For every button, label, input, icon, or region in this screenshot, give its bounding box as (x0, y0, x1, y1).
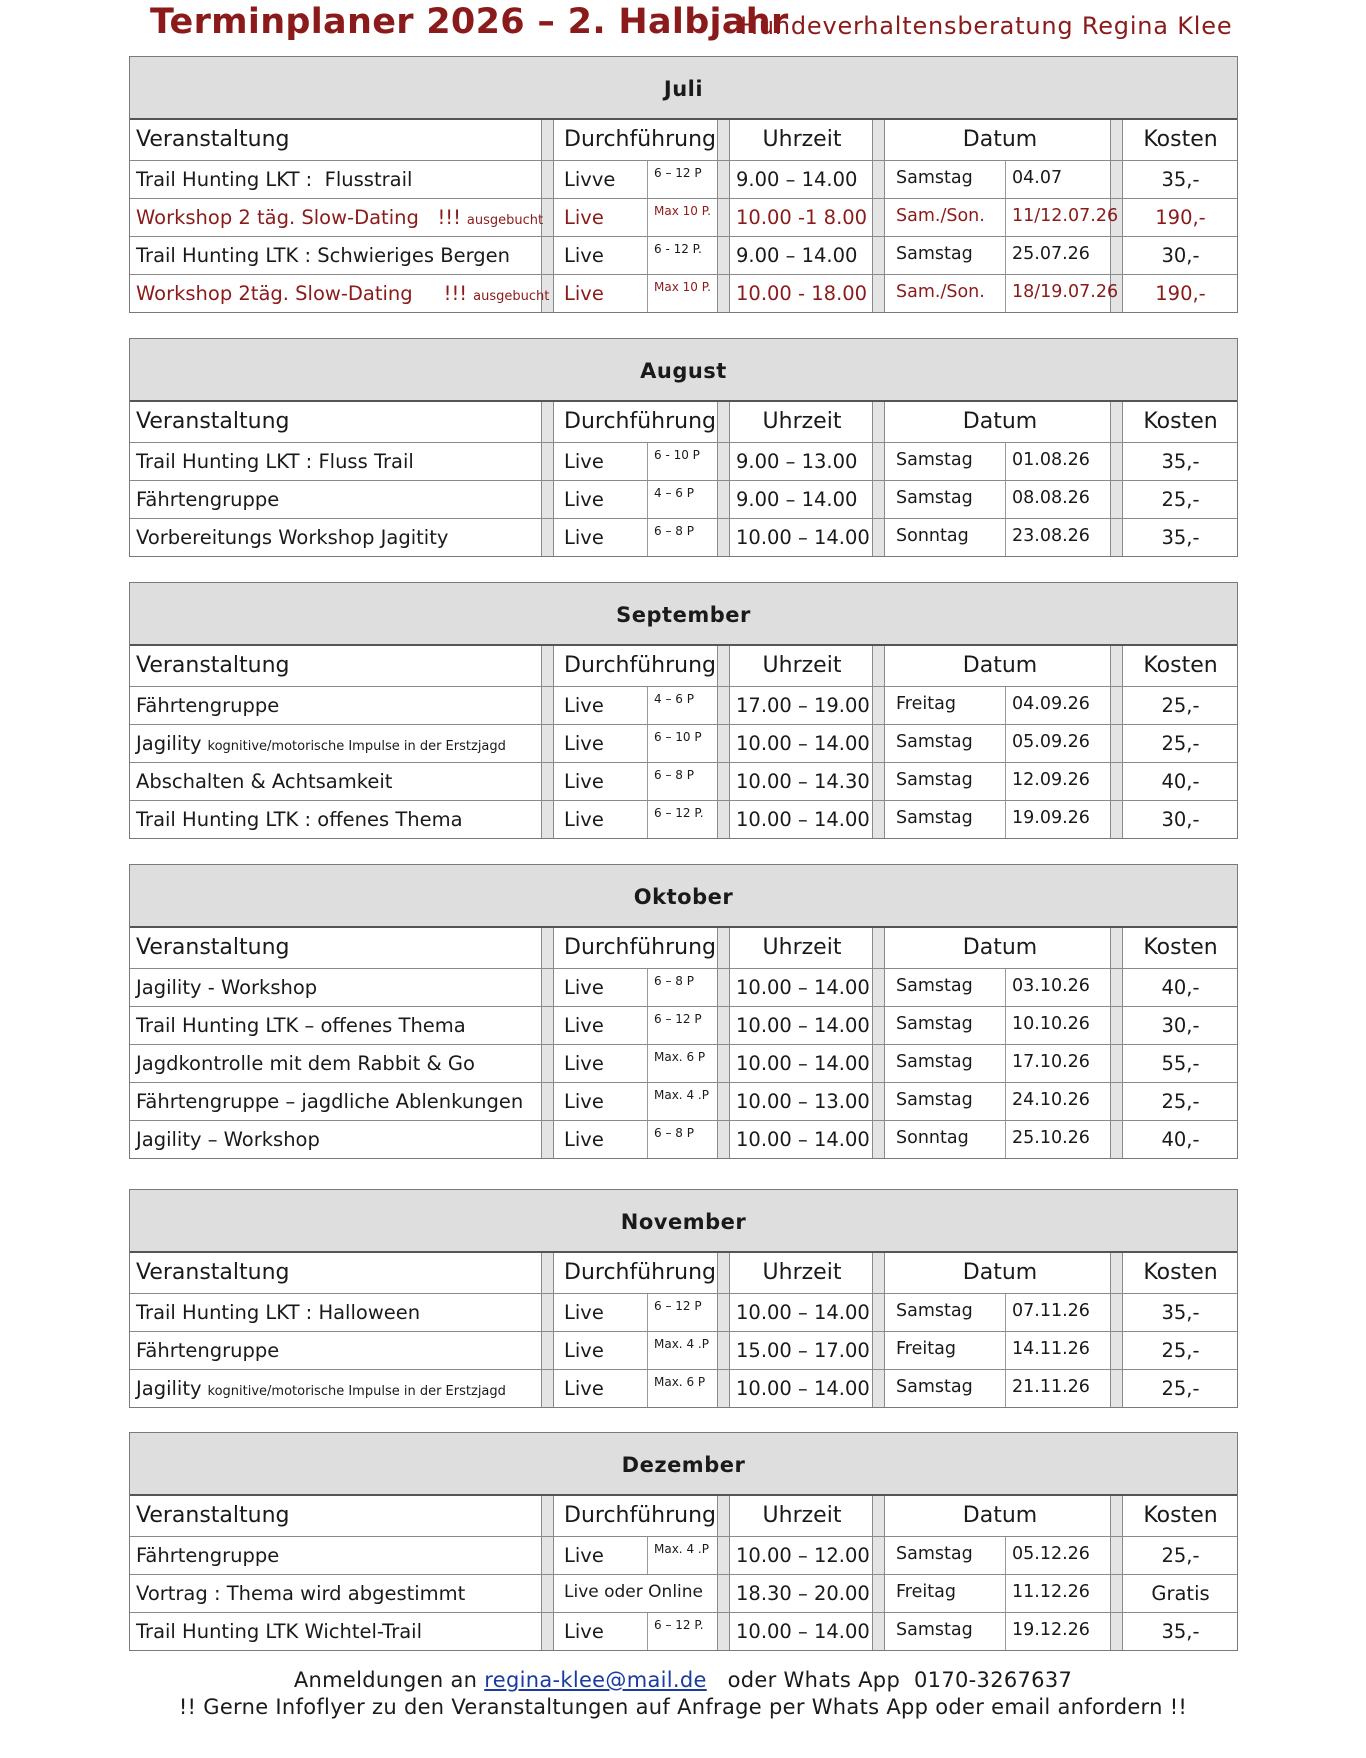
event-name: Jagility – Workshop (136, 1128, 320, 1151)
weekday-cell: Samstag (896, 808, 973, 828)
time-cell: 10.00 – 12.00 (736, 1544, 870, 1567)
date-cell: 03.10.26 (1005, 969, 1108, 1006)
weekday-cell: Sam./Son. (896, 206, 985, 226)
event-name: Fährtengruppe (136, 694, 280, 717)
table-row (130, 1045, 1237, 1083)
month-title: Dezember (130, 1433, 1237, 1496)
mode-cell: Live (564, 976, 604, 999)
event-name: Jagility (136, 732, 202, 755)
mode-cell: Live (564, 1544, 604, 1567)
cost-cell: Gratis (1151, 1582, 1210, 1605)
column-header-date: Datum (962, 653, 1038, 678)
event-name: Jagility - Workshop (136, 976, 318, 999)
event-cell (136, 1370, 541, 1407)
mode-cell: Live (564, 282, 604, 305)
time-cell: 10.00 -1 8.00 (736, 206, 868, 229)
time-cell: 15.00 – 17.00 (736, 1339, 870, 1362)
table-row (130, 1332, 1237, 1370)
cost-cell: 30,- (1161, 1014, 1200, 1037)
date-cell: 04.09.26 (1005, 687, 1108, 724)
month-table (129, 1432, 1238, 1651)
date-cell: 21.11.26 (1005, 1370, 1108, 1407)
month-table (129, 582, 1238, 839)
table-row (130, 199, 1237, 237)
event-name: Fährtengruppe (136, 488, 280, 511)
column-header-date: Datum (962, 1503, 1038, 1528)
table-row (130, 969, 1237, 1007)
event-name: Trail Hunting LKT : Flusstrail (136, 168, 413, 191)
cost-cell: 25,- (1161, 1377, 1200, 1400)
table-row (130, 1537, 1237, 1575)
event-cell (136, 725, 541, 762)
event-name: Workshop 2täg. Slow-Dating !!! (136, 282, 468, 305)
event-note: kognitive/motorische Impulse in der Erstzjagd (207, 1384, 506, 1399)
column-header-date: Datum (962, 935, 1038, 960)
capacity-cell: Max 10 P. (647, 199, 717, 236)
event-cell (136, 801, 541, 838)
event-name: Trail Hunting LTK Wichtel-Trail (136, 1620, 423, 1643)
weekday-cell: Samstag (896, 732, 973, 752)
column-header-time: Uhrzeit (762, 409, 842, 434)
mode-cell: Live (564, 244, 604, 267)
event-name: Fährtengruppe (136, 1544, 280, 1567)
capacity-cell: Max 10 P. (647, 275, 717, 312)
capacity-cell: 6 – 12 P (647, 1007, 717, 1044)
column-header-cost: Kosten (1143, 935, 1218, 960)
time-cell: 10.00 – 13.00 (736, 1090, 870, 1113)
event-cell (136, 443, 541, 480)
column-header-cost: Kosten (1143, 1260, 1218, 1285)
table-row (130, 801, 1237, 838)
time-cell: 10.00 - 18.00 (736, 282, 868, 305)
time-cell: 9.00 – 13.00 (736, 450, 858, 473)
column-header-cost: Kosten (1143, 1503, 1218, 1528)
cost-cell: 25,- (1161, 1339, 1200, 1362)
event-cell (136, 1121, 541, 1158)
date-cell: 19.12.26 (1005, 1613, 1108, 1650)
footer-suffix: oder Whats App 0170-3267637 (706, 1668, 1073, 1692)
column-header-event: Veranstaltung (136, 653, 290, 678)
month-title: August (130, 339, 1237, 402)
event-name: Fährtengruppe (136, 1339, 280, 1362)
column-header-row (130, 928, 1237, 969)
mode-cell: Live (564, 732, 604, 755)
column-header-time: Uhrzeit (762, 653, 842, 678)
column-header-row (130, 646, 1237, 687)
table-row (130, 687, 1237, 725)
column-header-cost: Kosten (1143, 127, 1218, 152)
capacity-cell: 6 – 10 P (647, 725, 717, 762)
weekday-cell: Samstag (896, 1301, 973, 1321)
cost-cell: 40,- (1161, 1128, 1200, 1151)
weekday-cell: Samstag (896, 1090, 973, 1110)
table-row (130, 237, 1237, 275)
cost-cell: 30,- (1161, 244, 1200, 267)
date-cell: 10.10.26 (1005, 1007, 1108, 1044)
month-title: Oktober (130, 865, 1237, 928)
mode-cell: Live (564, 1339, 604, 1362)
mode-cell: Live (564, 694, 604, 717)
cost-cell: 40,- (1161, 976, 1200, 999)
weekday-cell: Samstag (896, 976, 973, 996)
weekday-cell: Freitag (896, 1339, 956, 1359)
mode-cell: Live (564, 1052, 604, 1075)
table-row (130, 519, 1237, 556)
page-subtitle: Hundeverhaltensberatung Regina Klee (740, 12, 1233, 40)
cost-cell: 40,- (1161, 770, 1200, 793)
capacity-cell: Max. 6 P (647, 1370, 717, 1407)
cost-cell: 35,- (1161, 1620, 1200, 1643)
event-name: Vortrag : Thema wird abgestimmt (136, 1582, 466, 1605)
time-cell: 10.00 – 14.00 (736, 732, 870, 755)
capacity-cell: 6 – 8 P (647, 969, 717, 1006)
date-cell: 14.11.26 (1005, 1332, 1108, 1369)
date-cell: 18/19.07.26 (1005, 275, 1108, 312)
column-header-cost: Kosten (1143, 653, 1218, 678)
page-title: Terminplaner 2026 – 2. Halbjahr (150, 2, 789, 42)
column-header-event: Veranstaltung (136, 1260, 290, 1285)
cost-cell: 25,- (1161, 1090, 1200, 1113)
cost-cell: 25,- (1161, 694, 1200, 717)
time-cell: 10.00 – 14.00 (736, 526, 870, 549)
weekday-cell: Samstag (896, 244, 973, 264)
table-row (130, 481, 1237, 519)
footer-contact (0, 1668, 1366, 1692)
event-cell (136, 199, 544, 236)
capacity-cell: Max. 4 .P (647, 1083, 717, 1120)
capacity-cell: 4 – 6 P (647, 687, 717, 724)
cost-cell: 190,- (1155, 206, 1206, 229)
weekday-cell: Freitag (896, 694, 956, 714)
capacity-cell: 4 – 6 P (647, 481, 717, 518)
table-row (130, 1613, 1237, 1650)
table-row (130, 1294, 1237, 1332)
table-row (130, 443, 1237, 481)
date-cell: 17.10.26 (1005, 1045, 1108, 1082)
table-row (130, 763, 1237, 801)
time-cell: 10.00 – 14.00 (736, 1301, 870, 1324)
mode-cell: Live (564, 770, 604, 793)
capacity-cell: Max. 4 .P (647, 1537, 717, 1574)
column-header-time: Uhrzeit (762, 127, 842, 152)
event-name: Jagility (136, 1377, 202, 1400)
email-link[interactable]: regina-klee@mail.de (484, 1668, 707, 1692)
cost-cell: 30,- (1161, 808, 1200, 831)
date-cell: 23.08.26 (1005, 519, 1108, 556)
weekday-cell: Samstag (896, 1620, 973, 1640)
event-name: Trail Hunting LTK : Schwieriges Bergen (136, 244, 511, 267)
event-cell (136, 1294, 541, 1331)
event-cell (136, 481, 541, 518)
cost-cell: 35,- (1161, 526, 1200, 549)
column-header-date: Datum (962, 409, 1038, 434)
date-cell: 19.09.26 (1005, 801, 1108, 838)
weekday-cell: Samstag (896, 770, 973, 790)
event-cell (136, 687, 541, 724)
time-cell: 18.30 – 20.00 (736, 1582, 870, 1605)
column-header-time: Uhrzeit (762, 1260, 842, 1285)
cost-cell: 25,- (1161, 1544, 1200, 1567)
date-cell: 01.08.26 (1005, 443, 1108, 480)
event-name: Trail Hunting LKT : Fluss Trail (136, 450, 414, 473)
event-name: Workshop 2 täg. Slow-Dating !!! (136, 206, 461, 229)
event-cell (136, 1537, 541, 1574)
event-cell (136, 237, 541, 274)
event-cell (136, 519, 541, 556)
weekday-cell: Samstag (896, 450, 973, 470)
column-header-event: Veranstaltung (136, 1503, 290, 1528)
event-name: Jagdkontrolle mit dem Rabbit & Go (136, 1052, 475, 1075)
capacity-cell: 6 – 12 P (647, 1294, 717, 1331)
date-cell: 25.10.26 (1005, 1121, 1108, 1158)
cost-cell: 35,- (1161, 450, 1200, 473)
table-row (130, 1121, 1237, 1158)
time-cell: 10.00 – 14.00 (736, 976, 870, 999)
cost-cell: 190,- (1155, 282, 1206, 305)
event-cell (136, 1575, 541, 1612)
mode-cell: Live (564, 1014, 604, 1037)
mode-cell: Live (564, 808, 604, 831)
cost-cell: 35,- (1161, 168, 1200, 191)
cost-cell: 35,- (1161, 1301, 1200, 1324)
date-cell: 05.12.26 (1005, 1537, 1108, 1574)
month-title: Juli (130, 57, 1237, 120)
table-row (130, 275, 1237, 312)
capacity-cell: 6 – 8 P (647, 763, 717, 800)
date-cell: 07.11.26 (1005, 1294, 1108, 1331)
mode-cell: Live (564, 1090, 604, 1113)
weekday-cell: Samstag (896, 1377, 973, 1397)
time-cell: 17.00 – 19.00 (736, 694, 870, 717)
event-note: ausgebucht (473, 289, 550, 304)
mode-cell: Live oder Online (564, 1582, 703, 1602)
date-cell: 11/12.07.26 (1005, 199, 1108, 236)
table-row (130, 1083, 1237, 1121)
capacity-cell: Max. 6 P (647, 1045, 717, 1082)
capacity-cell: 6 – 12 P. (647, 801, 717, 838)
column-header-row (130, 1496, 1237, 1537)
event-note: kognitive/motorische Impulse in der Erstzjagd (207, 739, 506, 754)
cost-cell: 55,- (1161, 1052, 1200, 1075)
capacity-cell: 6 – 8 P (647, 519, 717, 556)
event-note: ausgebucht (466, 213, 544, 228)
event-name: Trail Hunting LTK – offenes Thema (136, 1014, 466, 1037)
column-header-cost: Kosten (1143, 409, 1218, 434)
mode-cell: Live (564, 1301, 604, 1324)
weekday-cell: Freitag (896, 1582, 956, 1602)
event-name: Abschalten & Achtsamkeit (136, 770, 393, 793)
date-cell: 08.08.26 (1005, 481, 1108, 518)
month-table (129, 338, 1238, 557)
event-cell (136, 1045, 541, 1082)
date-cell: 12.09.26 (1005, 763, 1108, 800)
time-cell: 9.00 – 14.00 (736, 244, 858, 267)
month-title: November (130, 1190, 1237, 1253)
capacity-cell: 6 - 12 P. (647, 237, 717, 274)
weekday-cell: Sam./Son. (896, 282, 985, 302)
date-cell: 11.12.26 (1005, 1575, 1108, 1612)
event-cell (136, 969, 541, 1006)
mode-cell: Live (564, 1377, 604, 1400)
weekday-cell: Sonntag (896, 526, 969, 546)
column-header-mode: Durchführung (564, 1260, 717, 1285)
column-header-date: Datum (962, 127, 1038, 152)
mode-cell: Live (564, 206, 604, 229)
event-cell (136, 1613, 541, 1650)
date-cell: 25.07.26 (1005, 237, 1108, 274)
capacity-cell: 6 – 12 P. (647, 1613, 717, 1650)
event-cell (136, 1332, 541, 1369)
cost-cell: 25,- (1161, 488, 1200, 511)
month-table (129, 1189, 1238, 1408)
weekday-cell: Samstag (896, 1052, 973, 1072)
event-cell (136, 763, 541, 800)
column-header-mode: Durchführung (564, 409, 717, 434)
mode-cell: Live (564, 1128, 604, 1151)
column-header-date: Datum (962, 1260, 1038, 1285)
time-cell: 10.00 – 14.00 (736, 1128, 870, 1151)
weekday-cell: Samstag (896, 1544, 973, 1564)
date-cell: 24.10.26 (1005, 1083, 1108, 1120)
capacity-cell: 6 – 12 P (647, 161, 717, 198)
time-cell: 10.00 – 14.00 (736, 1377, 870, 1400)
time-cell: 10.00 – 14.30 (736, 770, 870, 793)
event-name: Fährtengruppe – jagdliche Ablenkungen (136, 1090, 524, 1113)
column-header-event: Veranstaltung (136, 935, 290, 960)
month-table (129, 56, 1238, 313)
mode-cell: Livve (564, 168, 616, 191)
footer-note: !! Gerne Infoflyer zu den Veranstaltungen auf Anfrage per Whats App oder email anfordern !! (178, 1695, 1188, 1719)
column-header-mode: Durchführung (564, 935, 717, 960)
column-header-mode: Durchführung (564, 653, 717, 678)
weekday-cell: Samstag (896, 1014, 973, 1034)
event-cell (136, 1083, 541, 1120)
capacity-cell: 6 - 10 P (647, 443, 717, 480)
month-table (129, 864, 1238, 1159)
footer-prefix: Anmeldungen an (293, 1668, 485, 1692)
capacity-cell: 6 – 8 P (647, 1121, 717, 1158)
weekday-cell: Samstag (896, 168, 973, 188)
date-cell: 05.09.26 (1005, 725, 1108, 762)
cost-cell: 25,- (1161, 732, 1200, 755)
time-cell: 10.00 – 14.00 (736, 1052, 870, 1075)
column-header-time: Uhrzeit (762, 935, 842, 960)
column-header-row (130, 1253, 1237, 1294)
column-header-row (130, 402, 1237, 443)
column-header-mode: Durchführung (564, 127, 717, 152)
event-name: Vorbereitungs Workshop Jagitity (136, 526, 449, 549)
table-row (130, 1007, 1237, 1045)
mode-cell: Live (564, 1620, 604, 1643)
time-cell: 10.00 – 14.00 (736, 1620, 870, 1643)
time-cell: 10.00 – 14.00 (736, 808, 870, 831)
time-cell: 9.00 – 14.00 (736, 168, 858, 191)
column-header-event: Veranstaltung (136, 409, 290, 434)
table-row (130, 1370, 1237, 1407)
table-row (130, 1575, 1237, 1613)
mode-cell: Live (564, 526, 604, 549)
event-cell (136, 1007, 541, 1044)
event-cell (136, 161, 541, 198)
mode-cell: Live (564, 450, 604, 473)
time-cell: 10.00 – 14.00 (736, 1014, 870, 1037)
time-cell: 9.00 – 14.00 (736, 488, 858, 511)
weekday-cell: Samstag (896, 488, 973, 508)
table-row (130, 161, 1237, 199)
weekday-cell: Sonntag (896, 1128, 969, 1148)
column-header-mode: Durchführung (564, 1503, 717, 1528)
event-name: Trail Hunting LTK : offenes Thema (136, 808, 463, 831)
date-cell: 04.07 (1005, 161, 1108, 198)
column-header-time: Uhrzeit (762, 1503, 842, 1528)
column-header-event: Veranstaltung (136, 127, 290, 152)
mode-cell: Live (564, 488, 604, 511)
capacity-cell: Max. 4 .P (647, 1332, 717, 1369)
table-row (130, 725, 1237, 763)
event-name: Trail Hunting LKT : Halloween (136, 1301, 421, 1324)
month-title: September (130, 583, 1237, 646)
column-header-row (130, 120, 1237, 161)
event-cell (136, 275, 550, 312)
page-header (0, 0, 1366, 52)
